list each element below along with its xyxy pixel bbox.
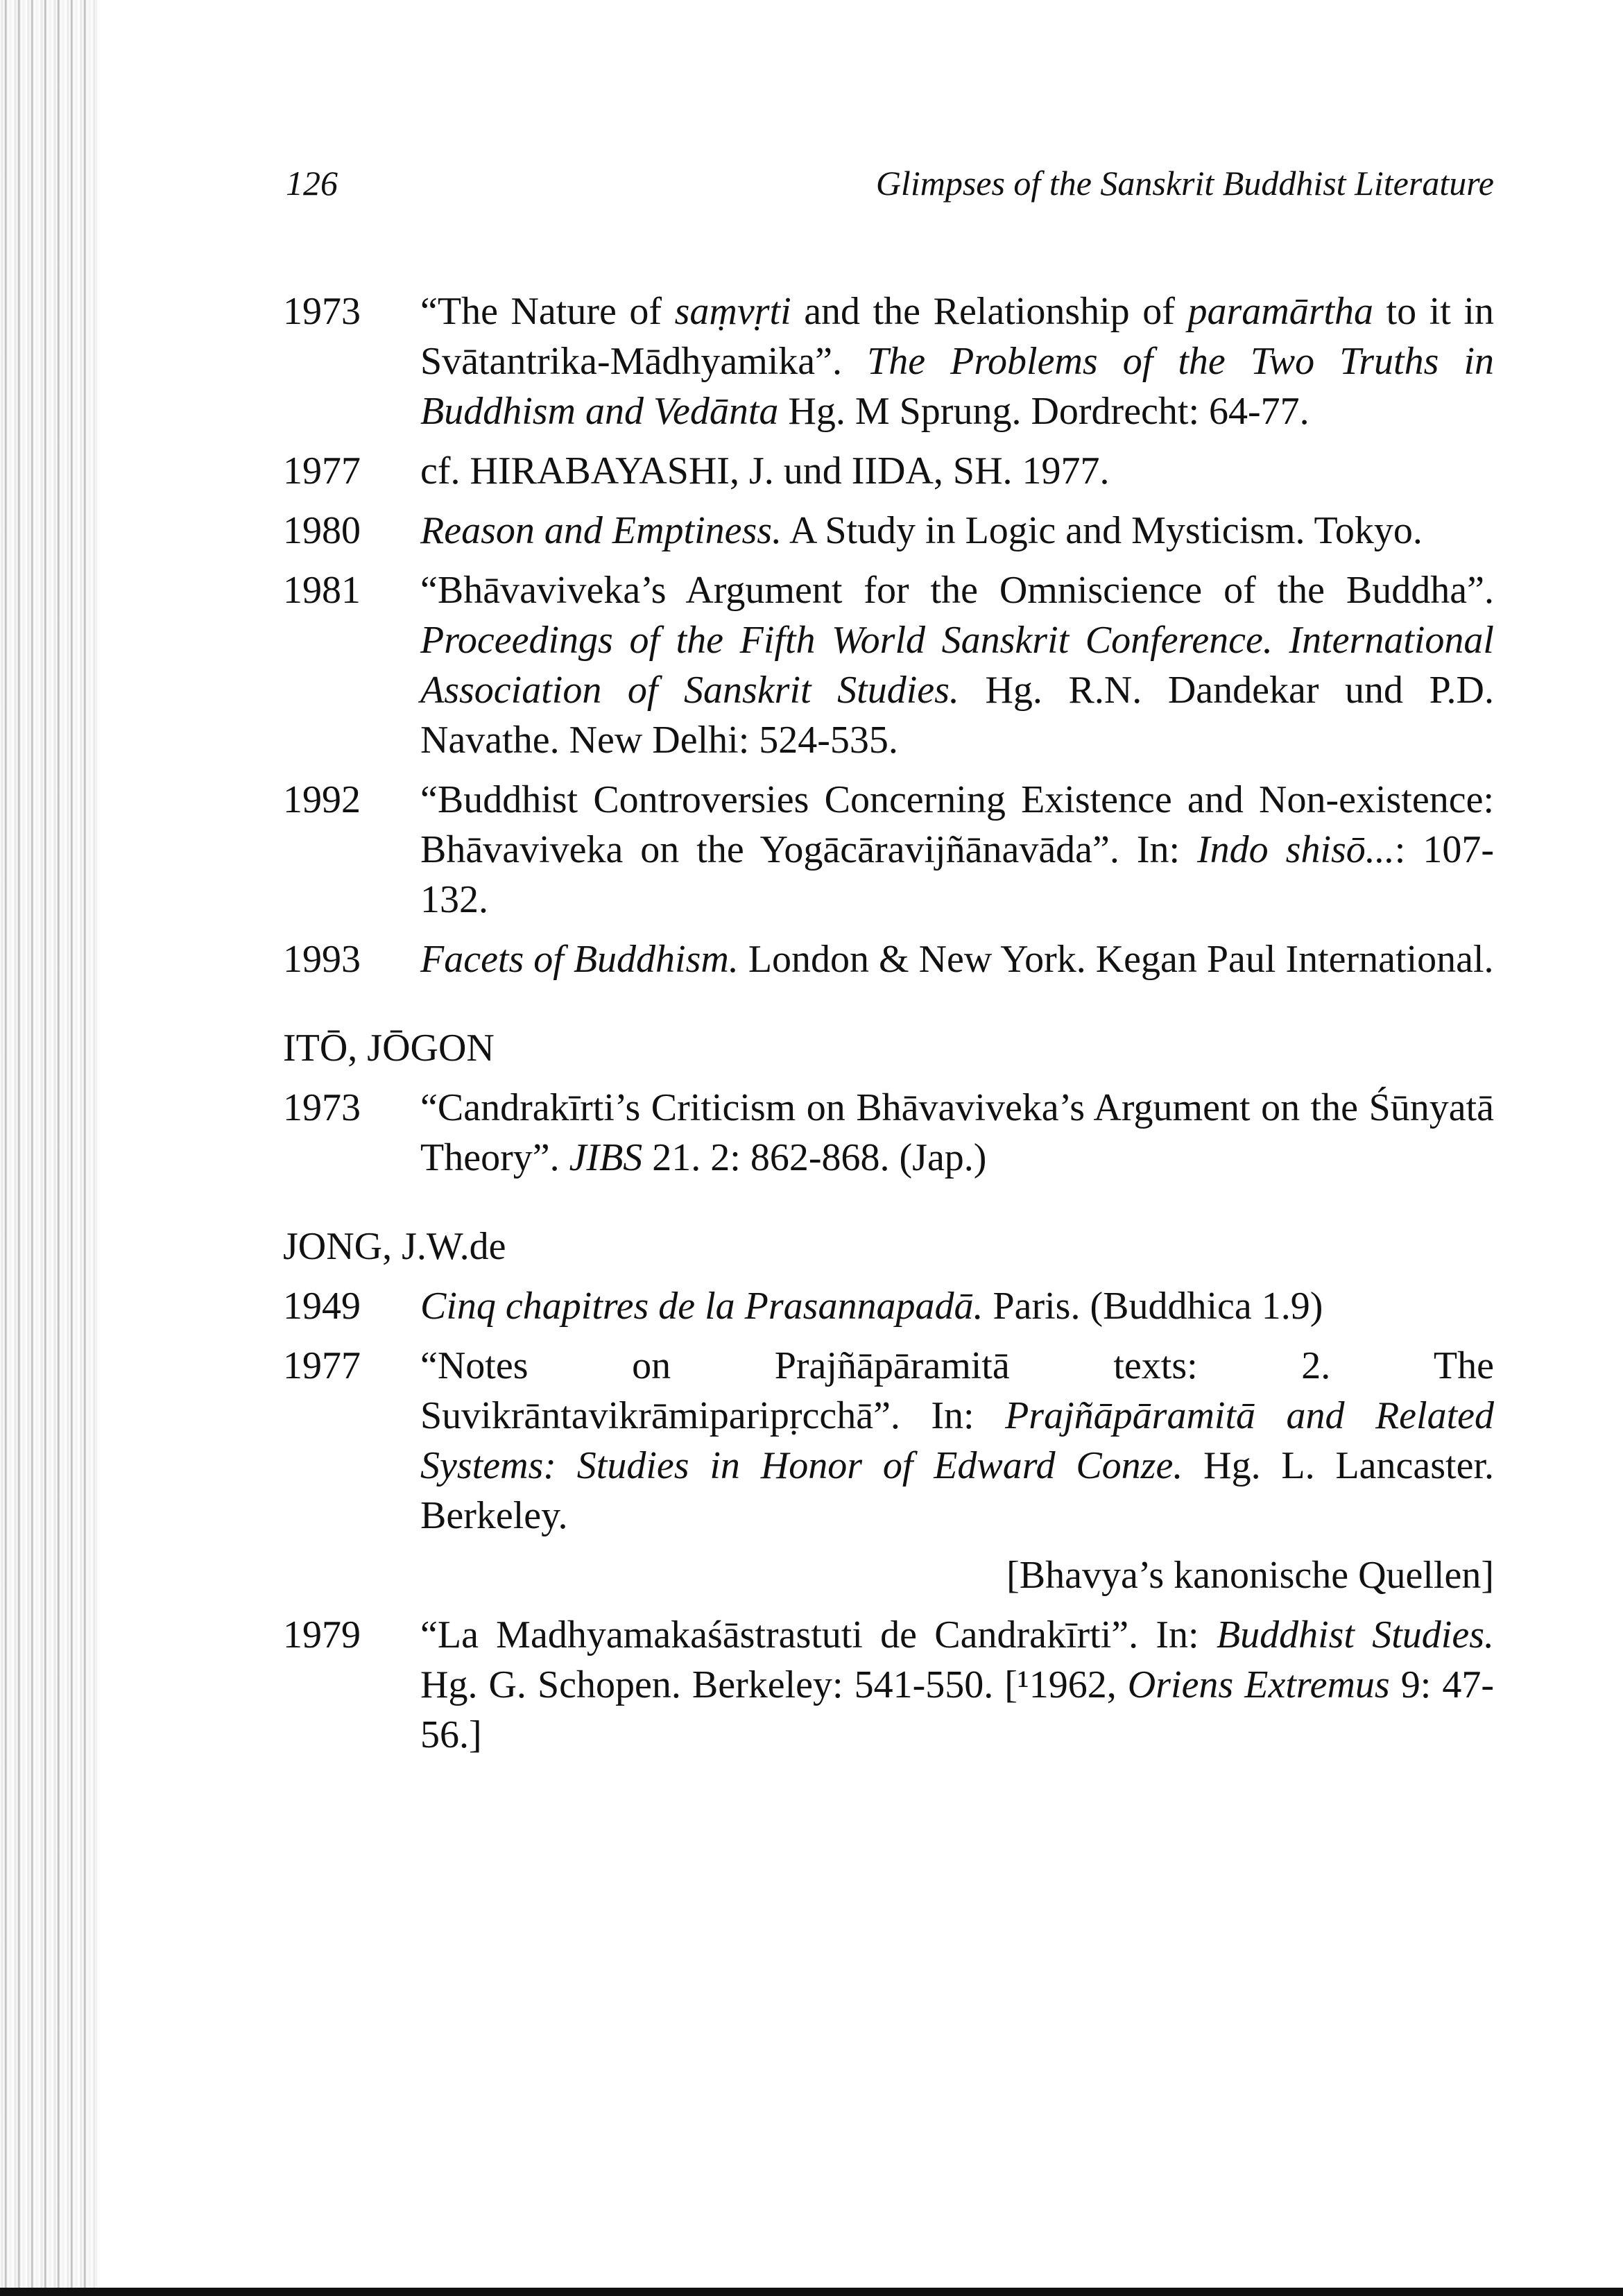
italic-title-text: Oriens Extremus	[1127, 1663, 1390, 1706]
bibliography-entry	[283, 446, 1494, 496]
entry-text-segment: Paris. (Buddhica 1.9)	[983, 1285, 1323, 1328]
entry-text-segment: Hg. G. Schopen. Berkeley: 541-550. [¹1962,	[420, 1663, 1128, 1706]
entry-year: 1973	[283, 290, 361, 333]
running-title: Glimpses of the Sanskrit Buddhist Literature	[875, 164, 1494, 203]
bibliography-entry	[283, 286, 1494, 436]
entry-text	[420, 1610, 1494, 1760]
bibliography-entry	[283, 1281, 1494, 1331]
entry-text-segment: “Buddhist Controversies Concerning Existence and Non-existence: Bhāvaviveka on the Yogācāravijñānavāda”. In:	[420, 778, 1494, 871]
scan-bottom-edge	[0, 2288, 1623, 2296]
italic-title-text: paramārtha	[1187, 290, 1374, 333]
bibliography-entry	[283, 1610, 1494, 1760]
entry-text	[420, 1341, 1494, 1541]
italic-title-text: JIBS	[569, 1136, 643, 1179]
bibliography-entry	[283, 565, 1494, 765]
entry-text	[420, 286, 1494, 436]
italic-title-text: saṃvṛti	[674, 290, 791, 333]
entry-year: 1979	[283, 1613, 361, 1656]
italic-title-text: Indo shisō...	[1197, 828, 1395, 871]
entry-year: 1977	[283, 1344, 361, 1387]
bibliography-column	[283, 286, 1494, 1770]
entry-text	[420, 1281, 1494, 1331]
page-number: 126	[286, 164, 338, 203]
entry-text-segment: London & New York. Kegan Paul International.	[738, 938, 1494, 981]
italic-title-text: The Problems of the Two Truths in Buddhism and Vedānta	[420, 340, 1495, 433]
entry-text	[420, 565, 1494, 765]
entry-text-segment: Hg. M Sprung. Dordrecht: 64-77.	[778, 390, 1309, 433]
italic-title-text: Prajñāpāramitā and Related Systems: Studies in Honor of Edward Conze.	[420, 1394, 1494, 1487]
italic-title-text: Buddhist Studies.	[1216, 1613, 1494, 1656]
entry-text	[420, 934, 1494, 984]
italic-title-text: Reason and Emptiness.	[420, 509, 782, 552]
italic-title-text: Facets of Buddhism.	[420, 938, 739, 981]
entry-text-segment: “Candrakīrti’s Criticism on Bhāvaviveka’s Argument on the Śūnyatā Theory”.	[420, 1086, 1494, 1179]
italic-title-text: Cinq chapitres de la Prasannapadā.	[420, 1285, 984, 1328]
bibliography-entry	[283, 775, 1494, 925]
entry-text-segment: “Bhāvaviveka’s Argument for the Omniscience of the Buddha”.	[420, 569, 1494, 612]
entry-text-segment: cf. HIRABAYASHI, J. und IIDA, SH. 1977.	[420, 449, 1110, 492]
entry-year: 1949	[283, 1285, 361, 1328]
entry-text-segment: and the Relationship of	[791, 290, 1188, 333]
entry-text-segment: “La Madhyamakaśāstrastuti de Candrakīrti”. In:	[420, 1613, 1217, 1656]
entry-text-segment: “The Nature of	[420, 290, 675, 333]
entry-text-segment: 9: 47-56.]	[420, 1663, 1494, 1756]
bibliography-entry	[283, 934, 1494, 984]
entry-text-segment: 21. 2: 862-868. (Jap.)	[642, 1136, 987, 1179]
entry-year: 1993	[283, 938, 361, 981]
entry-text-segment: Hg. L. Lancaster. Berkeley.	[420, 1444, 1495, 1537]
entry-year: 1973	[283, 1086, 361, 1129]
bibliography-entry	[283, 1083, 1494, 1183]
entry-year: 1981	[283, 569, 361, 612]
entry-text	[420, 506, 1494, 556]
entry-text	[420, 446, 1494, 496]
author-heading: JONG, J.W.de	[283, 1225, 506, 1268]
entry-text-segment: A Study in Logic and Mysticism. Tokyo.	[782, 509, 1423, 552]
book-binding-shadow	[0, 0, 97, 2296]
italic-title-text: Proceedings of the Fifth World Sanskrit Conference. International Association of Sanskrit Studies.	[420, 619, 1494, 712]
bibliography-entry	[283, 1341, 1494, 1541]
entry-text	[420, 775, 1494, 925]
bibliography-entry	[283, 506, 1494, 556]
entry-text-segment: to it in Svātantrika-Mādhyamika”.	[420, 290, 1494, 383]
entry-text-segment: : 107-132.	[420, 828, 1494, 921]
entry-text-segment: “Notes on Prajñāpāramitā texts: 2. The Suvikrāntavikrāmiparipṛcchā”. In:	[420, 1344, 1494, 1437]
entry-text	[420, 1083, 1494, 1183]
author-heading: ITŌ, JŌGON	[283, 1027, 495, 1070]
cross-reference-note: [Bhavya’s kanonische Quellen]	[1006, 1554, 1494, 1597]
entry-year: 1977	[283, 449, 361, 492]
entry-year: 1992	[283, 778, 361, 821]
entry-year: 1980	[283, 509, 361, 552]
entry-text-segment: Hg. R.N. Dandekar und P.D. Navathe. New Delhi: 524-535.	[420, 669, 1494, 762]
